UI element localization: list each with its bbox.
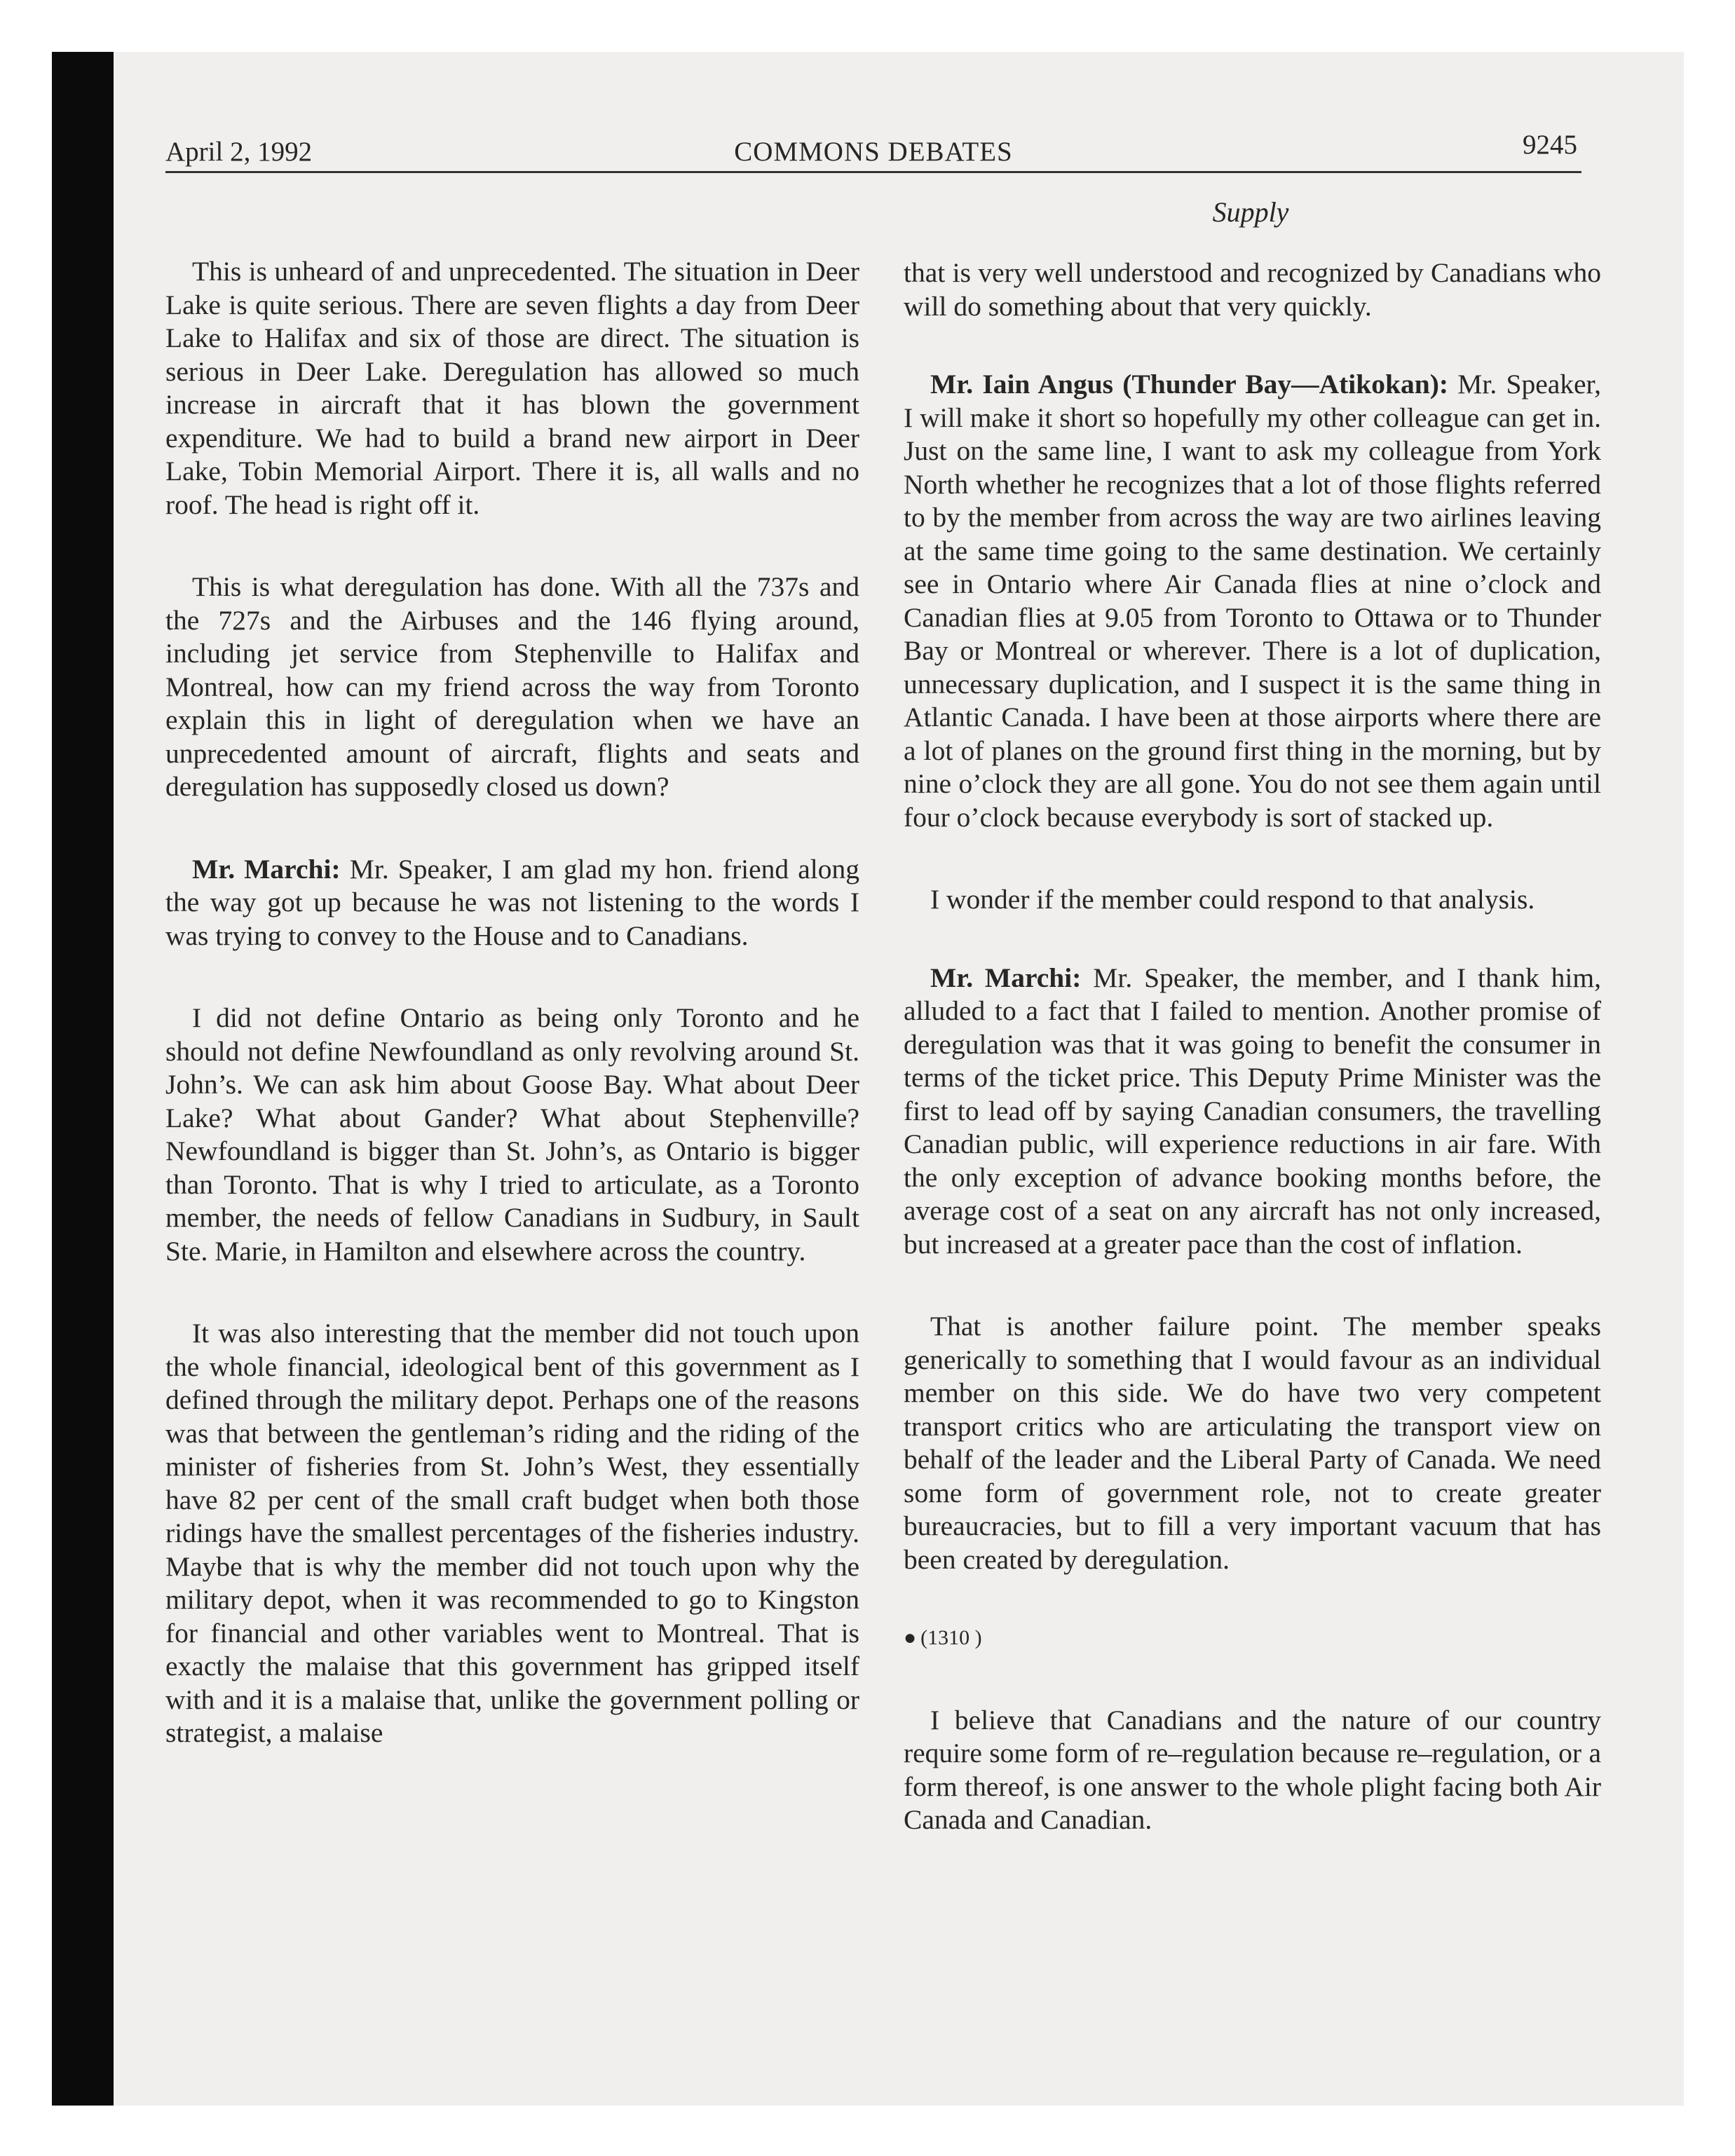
paragraph bbox=[904, 368, 1601, 834]
bullet-icon: ● bbox=[904, 1626, 917, 1649]
paragraph: that is very well understood and recognized by Canadians who will do something about that very quickly. bbox=[904, 257, 1601, 322]
speech-text: Mr. Speaker, I am glad my hon. friend along the way got up because he was not listening to the words I was trying to convey to the House and to Canadians. bbox=[165, 853, 860, 951]
left-column bbox=[165, 255, 859, 1750]
speaker-name: Mr. Marchi: bbox=[192, 853, 341, 885]
header-page-number: 9245 bbox=[1523, 130, 1577, 160]
speaker-name: Mr. Iain Angus (Thunder Bay—Atikokan): bbox=[930, 369, 1448, 400]
timestamp bbox=[904, 1621, 1601, 1655]
header-date: April 2, 1992 bbox=[165, 137, 313, 167]
paragraph: I believe that Canadians and the nature of our country require some form of re–regulation because re–regulation, or a form thereof, is one answer to the whole plight facing both Air Canada and Canadian. bbox=[904, 1704, 1601, 1835]
paragraph: I did not define Ontario as being only Toronto and he should not define Newfoundland as only revolving around St. John’s. We can ask him about Goose Bay. What about Deer Lake? What about Gander? What about Stephenville? Newfoundland is bigger than St. John’s, as Ontario is bigger than Toronto. That is why I tried to articulate, as a Toronto member, the needs of fellow Canadians in Sudbury, in Sault Ste. Marie, in Hamilton and elsewhere across the country. bbox=[165, 1002, 859, 1267]
paragraph bbox=[904, 962, 1601, 1262]
paragraph bbox=[165, 853, 859, 953]
right-column bbox=[904, 257, 1601, 1837]
timestamp-text: (1310 ) bbox=[920, 1626, 982, 1649]
header-title: COMMONS DEBATES bbox=[734, 137, 1013, 167]
paragraph: I wonder if the member could respond to that analysis. bbox=[930, 884, 1535, 915]
scanned-page bbox=[52, 52, 1684, 2106]
running-head bbox=[165, 129, 1581, 173]
speech-text: Mr. Speaker, I will make it short so hopefully my other colleague can get in. Just on the same line, I want to ask my colleague from York North whether he recognizes that a lot of those flights referred to by the member from across the way are two airlines leaving at the same time going to the same destination. We certainly see in Ontario where Air Canada flies at nine o’clock and Canadian flies at 9.05 from Toronto to Ottawa or to Thunder Bay or Montreal or wherever. There is a lot of duplication, unnecessary duplication, and I suspect it is the same thing in Atlantic Canada. I have been at those airports where there are a lot of planes on the ground first thing in the morning, but by nine o’clock they are all gone. You do not see them again until four o’clock because everybody is sort of stacked up. bbox=[904, 369, 1602, 833]
scan-edge-strip bbox=[52, 52, 114, 2106]
paragraph: It was also interesting that the member did not touch upon the whole financial, ideological bent of this government as I defined through the military depot. Perhaps one of the reasons was that between the gentleman’s riding and the riding of the minister of fisheries from St. John’s West, they essentially have 82 per cent of the small craft budget when both those ridings have the smallest percentages of the fisheries industry. Maybe that is why the member did not touch upon why the military depot, when it was recommended to go to Kingston for financial and other variables went to Montreal. That is exactly the malaise that this government has gripped itself with and it is a malaise that, unlike the government polling or strategist, a malaise bbox=[165, 1318, 859, 1748]
paragraph: This is unheard of and unprecedented. The situation in Deer Lake is quite serious. There are seven flights a day from Deer Lake to Halifax and six of those are direct. The situation is serious in Deer Lake. Deregulation has allowed so much increase in aircraft that it has blown the government expenditure. We had to build a brand new airport in Deer Lake, Tobin Memorial Airport. There it is, all walls and no roof. The head is right off it. bbox=[165, 256, 859, 520]
section-title: Supply bbox=[1212, 196, 1289, 228]
paragraph: This is what deregulation has done. With all the 737s and the 727s and the Airbuses and the 146 flying around, including jet service from Stephenville to Halifax and Montreal, how can my friend across the way from Toronto explain this in light of deregulation when we have an unprecedented amount of aircraft, flights and seats and deregulation has supposedly closed us down? bbox=[165, 571, 859, 802]
paragraph: That is another failure point. The member speaks generically to something that I would favour as an individual member on this side. We do have two very competent transport critics who are articulating the transport view on behalf of the leader and the Liberal Party of Canada. We need some form of government role, not to create greater bureaucracies, but to fill a very important vacuum that has been created by deregulation. bbox=[904, 1311, 1601, 1575]
speech-text: Mr. Speaker, the member, and I thank him, alluded to a fact that I failed to mention. Another promise of deregulation was that it was going to benefit the consumer in terms of the ticket price. This Deputy Prime Minister was the first to lead off by saying Canadian consumers, the travelling Canadian public, will experience reductions in air fare. With the only exception of advance booking months before, the average cost of a seat on any aircraft has not only increased, but increased at a greater pace than the cost of inflation. bbox=[904, 962, 1601, 1260]
speaker-name: Mr. Marchi: bbox=[930, 962, 1082, 993]
